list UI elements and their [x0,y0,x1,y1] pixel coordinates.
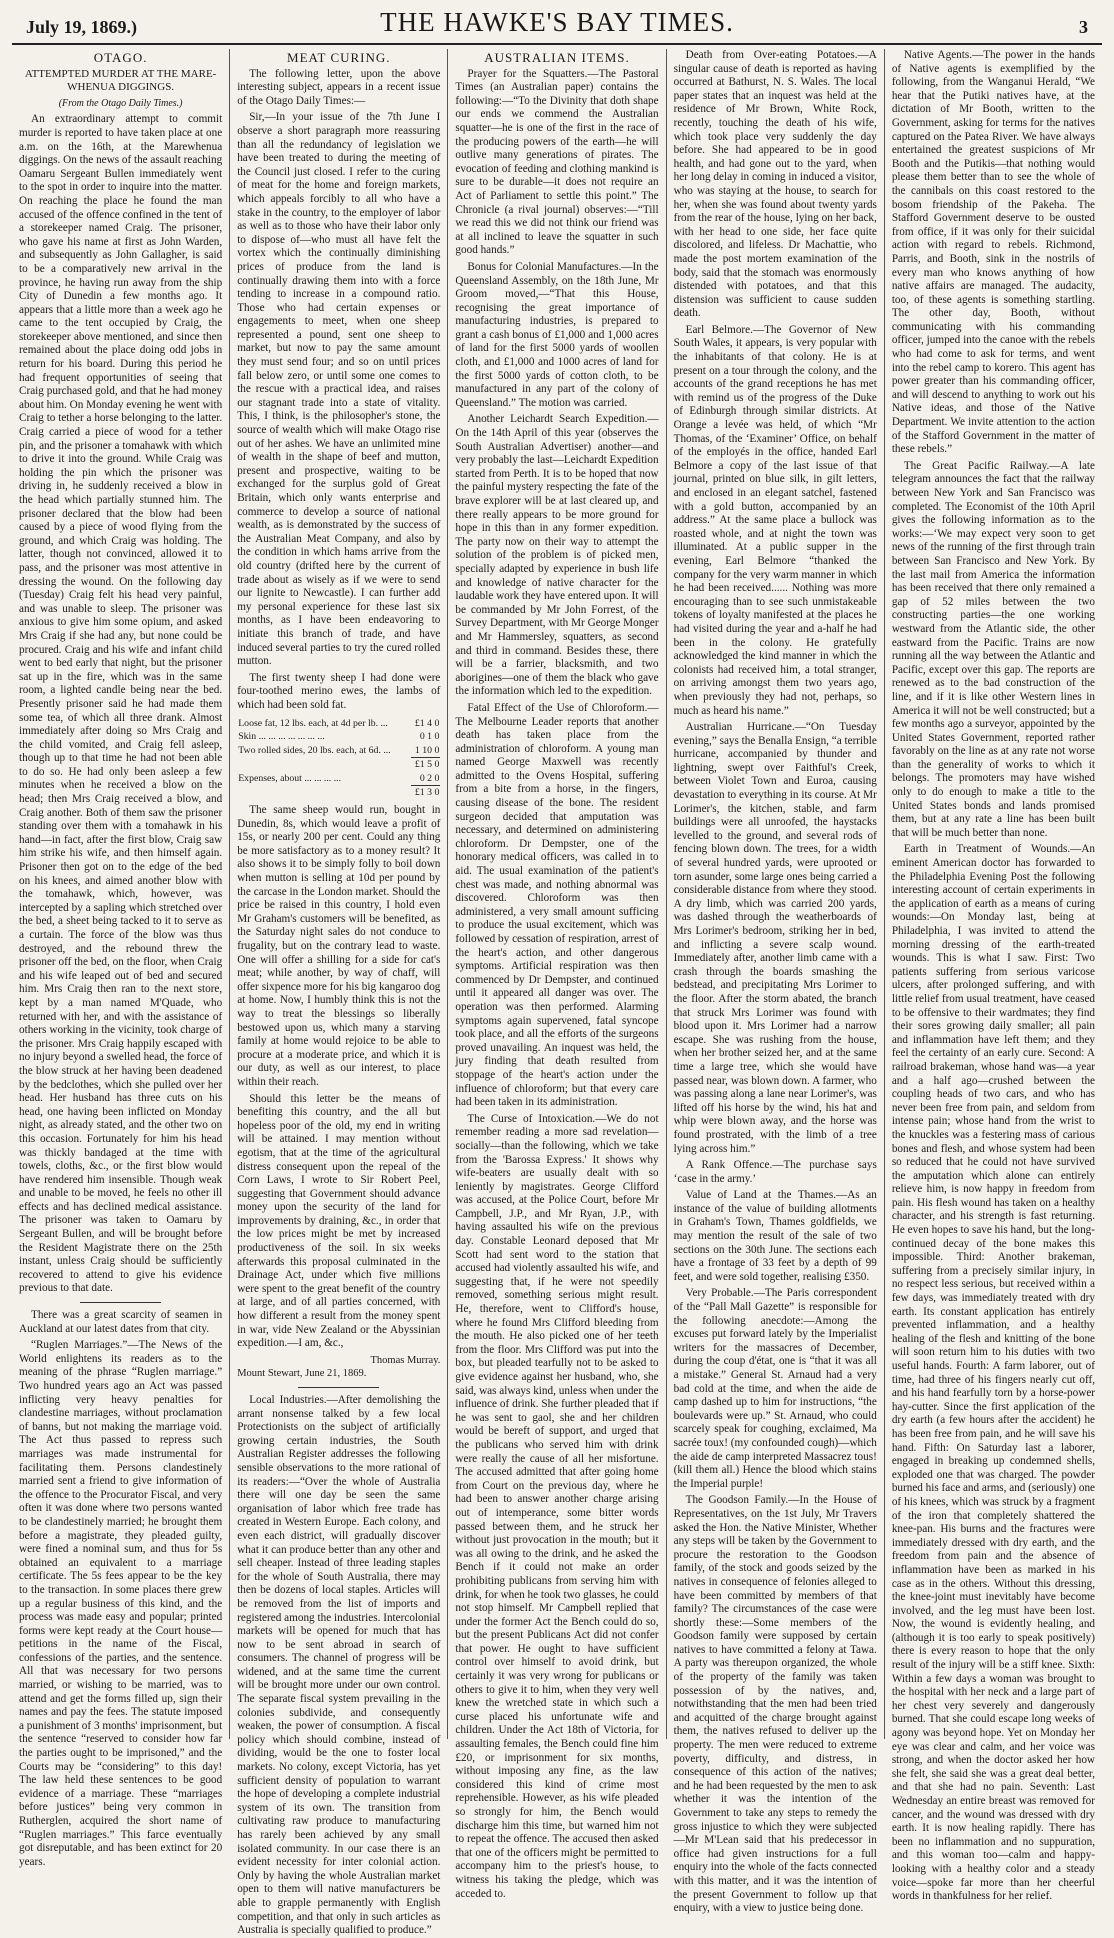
column-5 [885,49,1102,1903]
article-paragraph: Native Agents.—The power in the hands of Native agents is exemplified by the following, from the Wanganui Herald, “We hear that the Putiki natives have, at the dictation of Mr Booth, written to the Government, asking for terms for the natives captured on the Patea River. We have always entertained the greatest suspicions of Mr Booth and the Putikis—that nothing would please them better than to see the whole of the cannibals on this coast restored to the bosom friendship of the Pakeha. The Stafford Government deserve to be ousted from office, if it was only for their suicidal action with regard to rebels. Richmond, Parris, and Booth, sink in the nostrils of every man who knows anything of how native affairs are managed. The audacity, too, of these agents is something startling. The other day, Booth, without communicating with his commanding officer, jumped into the canoe with the rebels who had come to ask for terms, and went into the rebel camp to korero. This agent has power greater than his commanding officer, and will descend to anything to work out his Native ideas, and those of the Native Department. We invite attention to the action of the Stafford Government in the matter of these rebels.” [891,49,1096,456]
column-3 [448,49,666,1900]
article-paragraph: Bonus for Colonial Manufactures.—In the Queensland Assembly, on the 18th June, Mr Groom moved,—“That this House, recognising the great importance of manufacturing industries, is prepared to grant a cash bonus of £1,000 and 1,000 acres of land for the first 5000 yards of woollen cloth, and £1,000 and 1000 acres of land for the first 5000 yards of cotton cloth, to be manufactured in any part of the colony of Queensland.” The motion was carried. [455,260,659,409]
article-paragraph: The Great Pacific Railway.—A late telegram announces the fact that the railway between New York and San Francisco was completed. The Economist of the 10th April gives the following information as to the works:—‘We may expect very soon to get news of the running of the first through train between San Francisco and New York. By the last mail from America the information has been received that there only remained a gap of 52 miles between the two constructing parties—the one working westward from the Atlantic side, the other eastward from the Pacific. Trains are now running all the way between the Atlantic and Pacific, except over this gap. The reports are renewed as to the bad construction of the line, and if it is like other Western lines in America it will not be well constructed; but a few months ago a surveyor, appointed by the United States Government, reported rather favorably on the line as at any rate not worse than the generality of works to which it belongs. The promoters may have wished only to do enough to make a title to the United States bonds and lands promised them, but at any rate a line has been built that will be much better than none. [891,459,1096,839]
ledger-row: Skin ... ... ... ... ... ... ... 0 1 0 [238,731,440,743]
ledger-subtotal: £1 5 0 [237,758,440,772]
letter-dateline: Mount Stewart, June 21, 1869. [237,1368,367,1380]
column-1 [12,49,230,1868]
article-paragraph: The Curse of Intoxication.—We do not remember reading a more sad revelation—socially—than the following, which we take from the 'Barossa Express.' It shows why wife-beaters are usually dealt with so leniently by magistrates. George Clifford was accused, at the Police Court, before Mr Campbell, J.P., and Mr Ryan, J.P., with having assaulted his wife on the previous day. Constable Leonard deposed that Mr Scott had sent word to the station that accused had violently assaulted his wife, and suggesting that, if he were not speedily removed, something serious might result. He, therefore, went to Clifford's house, where he found Mrs Clifford bleeding from the mouth. He also picked one of her teeth from the floor. Mrs Clifford was put into the box, but pleaded tearfully not to be asked to give evidence against her husband, who, she said, was always kind, unless when under the influence of drink. She further pleaded that if he was sent to gaol, she and her children would be bereft of support, and urged that the publicans who served him with drink were really the cause of all her misfortune. The accused admitted that after going home from Court on the previous day, where he had been to answer another charge arising out of intemperance, some bitter words passed between them, and he struck her without just provocation in the mouth; but it was all owing to the drink, and he asked the Bench if it could not make an order prohibiting publicans from serving him with drink, for when he took two glasses, he could not stop himself. Mr Campbell replied that under the former Act the Bench could do so, but the present Publicans Act did not confer that power. He ought to have sufficient control over himself to avoid drink, but certainly it was very wrong for publicans or others to give it to him, when they very well knew the wretched state in which such a curse placed his unfortunate wife and children. Under the Act 18th of Victoria, for assaulting females, the Bench could fine him £20, or imprisonment for six months, without imposing any fine, as the law considered this kind of crime most reprehensible. However, as his wife pleaded so strongly for him, the Bench would discharge him this time, but warned him not to repeat the offence. The accused then asked that one of the officers might be permitted to accompany him to the priest's house, to witness his taking the pledge, which was acceded to. [455,1112,659,1900]
article-paragraph: Death from Over-eating Potatoes.—A singular cause of death is reported as having occurred at Bathurst, N. S. Wales. The local paper states that an inquest was held at the residence of Mr Brown, White Rock, recently, touching the death of his wife, which took place very suddenly the day before. She had appeared to be in good health, and had gone out to the yard, when her long delay in coming in induced a visitor, who was staying at the house, to search for her, when she was found about twenty yards from the rear of the house, lying on her back, with her head to one side, her face quite discolored, and lifeless. Dr Machattie, who made the post mortem examination of the body, said that the stomach was enormously distended with potatoes, and that this distension was sufficient to cause sudden death. [673,49,877,320]
ledger-row: Loose fat, 12 lbs. each, at 4d per lb. ... £1 4 0 [238,717,440,729]
article-paragraph: The same sheep would run, bought in Dunedin, 8s, which would leave a profit of 15s, or nearly 200 per cent. Could any thing be more satisfactory as to a money result? It also shows it to be simply folly to boil down when mutton is selling at 10d per pound by the carcase in the London market. Should the price be raised in this country, I hold even Mr Graham's customers will be benefited, as the Saturday night sales do not conduce to frugality, but on the contrary lead to waste. One will offer a shilling for a side for cat's meat; while another, by way of chaff, will offer sixpence more for his big kangaroo dog at home. Now, I humbly think this is not the way to treat the blessings so liberally bestowed upon us, which many a starving family at home would rejoice to be able to procure at a moderate price, and which it is our duty, as well as our interest, to place within their reach. [237,804,441,1088]
masthead-rule [12,43,1102,45]
article-paragraph: Earth in Treatment of Wounds.—An eminent American doctor has forwarded to the Philadelphia Evening Post the following interesting account of certain experiments in the application of earth as a means of curing wounds:—On Monday last, being at Philadelphia, I was invited to attend the morning dressing of the earth-treated wounds. This is what I saw. First: Two patients suffering from serious varicose ulcers, after prolonged suffering, and with little relief from usual treatment, have ceased to be offensive to their wardmates; they find their sores growing daily smaller; all pain and inflammation have left them; and they feel the certainty of an early cure. Second: A railroad brakeman, whose hand was—a year and a half ago—crushed between the coupling heads of two cars, and who has never been free from pain, and seldom from intense pain; whose hand from the wrist to the knuckles was a festering mass of carious bones and flesh, and whose system had been so reduced that he could not have survived the amputation which alone can entirely relieve him, is now happy in freedom from pain. His flesh wound has taken on a healthy character, and his strength is fast returning. He even hopes to save his hand, but the long-continued decay of the bone makes this impossible. Third: Another brakeman, suffering from a precisely similar injury, in no respect less serious, but received within a few days, was immediately treated with dry earth. Its constant application has entirely prevented inflammation, and a healthy healing of the flesh and knitting of the bone will soon return him to his duties with two useful hands. Fourth: A farm laborer, out of time, had three of his fingers nearly cut off, and his hand fearfully torn by a horse-power hay-cutter. Since the first application of the dry earth (a few hours after the accident) he has been free from pain, and he will save his hand. Fifth: On Saturday last a laborer, engaged in breaking up condemned shells, exploded one that was charged. The powder burned his face and arms, and (seriously) one of his knees, which was struck by a fragment of the iron that completely shattered the knee-pan. His burns and the fractures were immediately dressed with dry earth, and the freedom from pain and the absence of inflammation have been as marked in his case as in the others. Without this dressing, the knee-joint must inevitably have become involved, and the leg must have been lost. Now, the wound is evidently healing, and (although it is too early to speak positively) there is every reason to hope that the only result of the injury will be a stiff knee. Sixth: Within a few days a woman was brought to the hospital with her neck and a large part of her chest very severely and dangerously burned. That she could escape long weeks of agony was beyond hope. Yet on Monday her eye was clear and calm, and her voice was strong, and when the doctor asked her how she felt, she said she was a great deal better, and that she had no pain. Seventh: Last Wednesday an entire breast was removed for cancer, and the wound was dressed with dry earth. It is now healing rapidly. There has been no inflammation and no suppuration, and this woman too—calm and happy-looking with a healthy color and a steady voice—spoke far more than her cheerful words in thankfulness for her relief. [891,843,1096,1903]
newspaper-title: THE HAWKE'S BAY TIMES. [380,7,734,37]
ledger-total: £1 3 0 [237,786,440,800]
page-number: 3 [1079,17,1088,37]
article-paragraph: Another Leichardt Search Expedition.—On the 14th April of this year (observes the South Australian Advertiser) another—and very probably the last—Leichardt Expedition started from Perth. It is to be hoped that now the painful mystery respecting the fate of the brave explorer will be at last cleared up, and there really appears to be more ground for hope in this than in any former expedition. The party now on their way to attempt the solution of the problem is of picked men, specially adapted by experience in bush life and knowledge of native character for the laudable work they have entered upon. It will be commanded by Mr John Forrest, of the Survey Department, with Mr George Monger and Mr Hammersley, squatters, as second and third in command. Besides these, there will be a farrier, blacksmith, and two aborigines—one of them the black who gave the information which led to the expedition. [455,413,659,698]
article-paragraph: The first twenty sheep I had done were four-toothed merino ewes, the lambs of which had been sold fat. [237,671,441,711]
column-4 [667,49,885,1915]
ledger-row: Two rolled sides, 20 lbs. each, at 6d. ... 1 10 0 [238,744,440,756]
masthead [12,8,1102,38]
section-heading-meat-curing: MEAT CURING. [287,50,391,65]
article-heading: ATTEMPTED MURDER AT THE MARE-WHENUA DIGGINGS. [24,67,217,94]
article-paragraph: Fatal Effect of the Use of Chloroform.—The Melbourne Leader reports that another death has taken place from the administration of chloroform. A young man named George Maxwell was recently admitted to the Ovens Hospital, suffering from a bite from a horse, in the fingers, causing disease of the bone. The resident surgeon decided that amputation was necessary, and determined on administering chloroform. Dr Dempster, one of the honorary medical officers, was called in to aid. The usual examination of the patient's chest was made, and nothing abnormal was discovered. Chloroform was then administered, a very small amount sufficing to produce the usual excitement, which was followed by cessation of respiration, arrest of the heart's action, and other dangerous symptoms. Artificial respiration was then commenced by Dr Dempster, and continued until it appeared all danger was over. The operation was then performed. Alarming symptoms again supervened, fatal syncope took place, and all the efforts of the surgeons proved unavailing. An inquest was held, the jury finding that death resulted from stoppage of the heart's action under the influence of chloroform; but that every care had been taken in its administration. [455,701,659,1109]
article-paragraph: Prayer for the Squatters.—The Pastoral Times (an Australian paper) contains the following:—“To the Divinity that doth shape our ends we commend the Australian squatter—he is one of the first in the race of the producing powers of the earth—he will outlive many generations of pirates. The evocation of feeding and clothing mankind is sure to be durable—it does not require an Act of Parliament to settle this point.” The Chronicle (a rival journal) observes:—“Till we read this we did not think our friend was at all inclined to leave the squatter in such good hands.” [455,67,659,257]
issue-date: July 19, 1869.) [26,17,138,37]
article-paragraph: Local Industries.—After demolishing the arrant nonsense talked by a few local Protectionists on the subject of artificially growing certain industries, the South Australian Register addresses the following sensible observations to the more rational of its readers:—“Over the whole of Australia there will one day be seen the same organisation of labor which free trade has created in Western Europe. Each colony, and even each district, will gradually discover what it can produce better than any other and sell cheaper. Instead of three leading staples for the whole of South Australia, there may then be dozens of local staples. Articles will be removed from the list of imports and registered among the industries. Intercolonial markets will be opened for much that has now to be sent abroad in search of consumers. The channel of progress will be widened, and at the same time the current will be brought more under our own control. The separate fiscal system prevailing in the colonies subdivide, and consequently weaken, the power of consumption. A fiscal policy which should combine, instead of dividing, would be the one to foster local markets. No colony, except Victoria, has yet sufficient density of population to warrant the hope of developing a complete industrial system of its own. The transition from cultivating raw produce to manufacturing has rarely been achieved by any small isolated community. In our case there is an evident necessity for inter colonial action. Only by having the whole Australian market open to them will native manufacturers be able to grapple permanently with English competition, and that only in such articles as Australia is specially qualified to produce.” [237,1394,441,1937]
article-paragraph: The following letter, upon the above interesting subject, appears in a recent issue of the Otago Daily Times:— [237,67,441,107]
article-paragraph: Value of Land at the Thames.—As an instance of the value of building allotments in Graham's Town, Thames goldfields, we may mention the result of the sale of two sections on the 30th June. The sections each have a frontage of 33 feet by a depth of 99 feet, and were sold together, realising £350. [673,1189,877,1283]
section-heading-otago: OTAGO. [93,50,148,65]
article-paragraph: “Ruglen Marriages.”—The News of the World enlightens its readers as to the meaning of the phrase “Ruglen marriage.” Two hundred years ago an Act was passed inflicting very heavy penalties for clandestine marriages, without proclamation of banns, but not making the marriage void. The Act thus passed to repress such marriages was made instrumental for facilitating them. Persons clandestinely married sent a friend to give information of the offence to the Procurator Fiscal, and very often it was done where two persons wanted to be clandestinely married; he brought them before a magistrate, they pleaded guilty, were fined a nominal sum, and thus for 5s obtained an equivalent to a marriage certificate. The 5s fees appear to be the key to the transaction. In some places there grew up a regular business of this kind, and the process was made easy and popular; printed forms were kept ready at the Court house—petitions in the name of the Fiscal, confessions of the parties, and the sentence. All that was necessary for two persons married, or wishing to be married, was to attend and get the forms filled up, sign their names and pay the fees. The statute imposed a punishment of 3 months' imprisonment, but the sentence “reserved to consider how far the parties ought to be imprisoned,” and the Courts may be “considering” to this day! The law held these sentences to be good evidence of a marriage. These “marriages before justices” being very common in Rutherglen, acquired the short name of “Ruglen marriages.” This farce eventually got disreputable, and has been extinct for 20 years. [19,1339,223,1868]
article-paragraph: Sir,—In your issue of the 7th June I observe a short paragraph more reassuring than all the redundancy of legislation we have been treated to during the meeting of the Council just closed. I refer to the curing of meat for the home and foreign markets, which appeals forcibly to all who have a stake in the country, to the employer of labor as well as to those who have their labor only to dispose of—who must all have felt the vortex which the continually diminishing prices of produce from the land is continually drawing them into with a force tending to increase in a compound ratio. Those who had certain expenses or engagements to meet, when one sheep represented a pound, sent one sheep to market, but now to pay the same amount they must send four; and so on until prices fall below zero, or until some one comes to the rescue with a practical idea, and raises our stagnant trade into a state of vitality. This, I think, is the philosopher's stone, the source of wealth which will make Otago rise out of her ashes. We have an unlimited mine of wealth in the shape of beef and mutton, present and prospective, waiting to be exchanged for the surplus gold of Great Britain, which only wants enterprise and commerce to develop a source of national wealth, as is demonstrated by the success of the Australian Meat Company, and also by the condition in which hams arrive from the old country (drifted here by the current of trade about as wisely as if we were to send our lignite to Newcastle). I can further add my personal experience for these last six months, as I have been endeavoring to initiate this branch of trade, and have induced several parties to try the cured rolled mutton. [237,111,441,668]
article-paragraph: Australian Hurricane.—“On Tuesday evening,” says the Benalla Ensign, “a terrible hurricane, accompanied by thunder and lightning, swept over Faithful's Creek, between Violet Town and Euroa, causing devastation to everything in its course. At Mr Lorimer's, the kitchen, stable, and farm buildings were all unroofed, the haystacks levelled to the ground, and several rods of fencing blown down. The trees, for a width of several hundred yards, were uprooted or torn asunder, some large ones being carried a considerable distance from where they stood. A dry limb, which was carried 200 yards, was dashed through the weatherboards of Mrs Lorimer's bedroom, striking her in bed, and inflicting a severe scalp wound. Immediately after, another limb came with a crash through the boards smashing the bedstead, and precipitating Mrs Lorimer to the floor. After the storm abated, the branch that struck Mrs Lorimer was found with blood upon it. Mrs Lorimer had a narrow escape. She was rushing from the house, when her brother seized her, and at the same time a large tree, which she would have passed near, was blown down. A farmer, who was passing along a lane near Lorimer's, was lifted off his horse by the wind, his hat and whip were blown away, and the horse was found prostrated, with the limb of a tree lying across him.” [673,721,877,1155]
article-paragraph: A Rank Offence.—The purchase says ‘case in the army.’ [673,1159,877,1185]
column-2 [230,49,448,1937]
article-paragraph: There was a great scarcity of seamen in Auckland at our latest dates from that city. [19,1309,223,1335]
cost-ledger [237,717,440,801]
article-paragraph: Should this letter be the means of benefiting this country, and the all but hopeless poor of the old, my end in writing will be attained. I may mention without egotism, that at the time of the agricultural distress consequent upon the repeal of the Corn Laws, I wrote to Sir Robert Peel, suggesting that Government should advance money upon the security of the land for improvements by draining, &c., in order that the low prices might be met by increased productiveness of the soil. In six weeks afterwards this proposal culminated in the Drainage Act, under which five millions were spent to the great benefit of the country at large, and of all parties concerned, with how different a result from the money spent in war, vide New Zealand or the Abyssinian expedition.—I am, &c., [237,1092,441,1350]
divider [80,1302,161,1303]
section-heading-australian-items: AUSTRALIAN ITEMS. [484,50,630,65]
ledger-row: Expenses, about ... ... ... ... 0 2 0 [238,772,440,785]
article-paragraph: Earl Belmore.—The Governor of New South Wales, it appears, is very popular with the inhabitants of that colony. He is at present on a tour through the colony, and the accounts of the grand receptions he has met with remind us of the progress of the Duke of Edinburgh through similar districts. At Orange a levée was held, of which “Mr Thomas, of the ‘Examiner’ Office, on behalf of the employés in the office, handed Earl Belmore a copy of the last issue of that journal, printed on blue silk, in gilt letters, and enclosed in an elegant satchel, fastened with a gold button, accompanied by an address.” At the same place a bullock was roasted whole, and at night the town was illuminated. At a public supper in the evening, Earl Belmore “thanked the company for the very warm manner in which he had been received...... Nothing was more encouraging than to see such unmistakeable tokens of loyalty manifested at the places he had visited during the year and a-half he had been in the colony. He gratefully acknowledged the kind manner in which the colonists had received him, a total stranger, on arriving amongst them two years ago, when previously they had not, perhaps, so much as heard his name.” [673,323,877,717]
article-paragraph: The Goodson Family.—In the House of Representatives, on the 1st July, Mr Travers asked the Hon. the Native Minister, Whether any steps will be taken by the Government to procure the restoration to the Goodson family, of the stock and goods seized by the natives in consequence of felonies alleged to have been committed by members of that family? The circumstances of the case were shortly these:—Some members of the Goodson family were supposed by certain natives to have committed a felony at Tawa. A party was thereupon organized, the whole of the property of the family was taken possession of by the natives, and, notwithstanding that the men had been tried and acquitted of the charge brought against them, the natives refused to deliver up the property. The men were reduced to extreme poverty, difficulty, and distress, in consequence of this action of the natives; and he had been requested by the men to ask whether it was the intention of the Government to take any steps to remedy the gross injustice to which they were subjected—Mr M'Lean said that his predecessor in office had given instructions for a full enquiry into the whole of the facts connected with this matter, and it was the intention of the present Government to follow up that enquiry, with a view to justice being done. [673,1494,877,1915]
letter-signature: Thomas Murray. [370,1354,441,1366]
article-paragraph: Very Probable.—The Paris correspondent of the “Pall Mall Gazette” is responsible for the following anecdote:—Among the excuses put forward lately by the Imperialist writers for the massacres of December, during the coup d'état, one is “that it was all a mistake.” General St. Arnaud had a very bad cold at the time, and when the aide de camp dashed up to him for instructions, “the boulevards were up.” St. Arnaud, who could scarcely speak for coughing, exclaimed, Ma sacrée toux! (my confounded cough)—which the aide de camp interpreted Massacrez tous! (kill them all.) Hence the blood which stains the Imperial purple! [673,1287,877,1490]
article-source: (From the Otago Daily Times.) [58,97,183,109]
article-paragraph: An extraordinary attempt to commit murder is reported to have taken place at one a.m. on the 16th, at the Marewhenua diggings. On the news of the assault reaching Oamaru Sergeant Bullen immediately went to the spot in order to inquire into the matter. On reaching the place he found the man accused of the offence confined in the tent of a storekeeper named Craig. The prisoner, who gave his name at first as John Warden, and subsequently as John Gallagher, is said to be a comparatively new arrival in the province, he having run away from the ship City of Dunedin a few months ago. It appears that a little more than a week ago he came to the tent occupied by Craig, the storekeeper above mentioned, and since then remained about the place doing odd jobs in return for his board. During this period he had frequent opportunities of seeing that Craig purchased gold, and that he had money about him. On Monday evening he went with Craig to tether a horse belonging to the latter. Craig carried a piece of wood for a tether pin, and the prisoner a tomahawk with which to drive it into the ground. While Craig was holding the pin which the prisoner was driving in, he suddenly received a blow in the head which partially stunned him. The prisoner declared that the blow had been caused by a piece of wood flying from the ground, and which Craig was holding. The latter, though not convinced, allowed it to pass, and the prisoner was most attentive in dressing the wound. On the following day (Tuesday) Craig felt his head very painful, and was unable to sleep. The prisoner was anxious to give him some opium, and asked Mrs Craig if she had any, but none could be procured. Craig and his wife and infant child went to bed early that night, but the prisoner sat up in the fire, which was in the same room, a lighted candle being near the bed. Presently prisoner said he had made them some tea, of which all three drank. Almost immediately after doing so Mrs Craig and the child vomited, and Craig fell asleep, though up to that time he had not been able to do so. He had only been asleep a few minutes when he received a blow on the head; then Mrs Craig received a blow, and Craig another. Both of them saw the prisoner standing over them with a tomahawk in his hand—in fact, after the first blow, Craig saw him strike his wife, and then himself again. Prisoner then got on to the edge of the bed on his knees, and aimed another blow with the tomahawk, which, however, was intercepted by a sapling which stretched over the bed, a sheet being tacked to it to serve as a curtain. The force of the blow was thus destroyed, and the rebound threw the prisoner off the bed, on the floor, when Craig and his wife leaped out of bed and secured him. Mrs Craig then ran to the next store, kept by a man named M'Quade, who returned with her, and with the assistance of others working in the vicinity, took charge of the prisoner. Mrs Craig happily escaped with no injury beyond a swelled head, the force of the blow struck at her having been deadened by the bedclothes, which she pulled over her head. Her husband has three cuts on his head, one having been inflicted on Monday night, as already stated, and the other two on this occasion. Fortunately for him his head was thickly bandaged at the time with towels, cloths, &c., or the first blow would have rendered him insensible. Though weak and unable to be moved, he feels no other ill effects and has declined medical assistance. The prisoner was taken to Oamaru by Sergeant Bullen, and will be brought before the Resident Magistrate there on the 25th instant, unless Craig should be sufficiently recovered to attend to give his evidence previous to that date. [19,113,223,1295]
columns [12,49,1102,1937]
divider [298,1387,379,1388]
